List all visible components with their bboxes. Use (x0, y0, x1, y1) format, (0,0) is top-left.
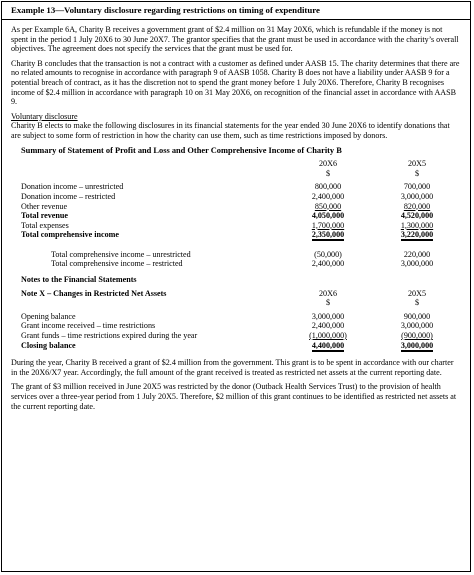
intro-paragraph-2: Charity B concludes that the transaction is not a contract with a customer as defined under AASB 15. The charity determines that there are no related amounts to recognise in accordance with paragraph 9 of AASB 1058. Charity B does not have a liability under AASB 9 for a potential breach of contract, as it has the discretion not to spend the grant money before 1 July 20X6. Therefore, Charity B recognises income of $2.4 million in accordance with paragraph 10 on 31 May 20X6, on recognition of the financial asset in accordance with AASB 9. (11, 58, 460, 107)
row-value-20x5: 900,000 (403, 311, 431, 321)
summary-unit-2: $ (414, 168, 420, 178)
row-value-20x5: 820,000 (403, 201, 431, 211)
summary-col-20x6: 20X6 (319, 159, 337, 169)
notes-unit-header (11, 298, 460, 308)
row-label: Donation income – unrestricted (21, 182, 124, 192)
row-value-20x6: 2,400,000 (311, 321, 345, 331)
row-value-20x5: 220,000 (403, 249, 431, 259)
summary-sub-row (11, 250, 460, 260)
summary-unit-1: $ (325, 168, 331, 178)
voluntary-disclosure-text: Charity B elects to make the following disclosures in its financial statements for the year ended 30 June 20X6 to identify donations that are subject to some form of restriction in how the charity can use them, such as time restrictions imposed by donors. (11, 121, 450, 140)
summary-row (11, 202, 460, 212)
notes-unit-2: $ (414, 298, 420, 308)
summary-row (11, 182, 460, 192)
closing-paragraph-1: During the year, Charity B received a grant of $2.4 million from the government. This grant is to be spent in accordance with our charter in the 20X6/X7 year. Accordingly, the full amount of the grant received is treated as restricted net assets at the current reporting date. (11, 358, 454, 377)
row-value-20x6: (1,000,000) (309, 331, 347, 341)
row-value-20x6: 3,000,000 (311, 311, 345, 321)
notes-row (11, 312, 460, 322)
row-label: Closing balance (21, 340, 76, 350)
notes-unit-1: $ (325, 298, 331, 308)
notes-col-20x6: 20X6 (319, 288, 337, 298)
row-value-20x6: 4,050,000 (311, 211, 345, 221)
summary-unit-header (11, 169, 460, 179)
summary-row (11, 221, 460, 231)
summary-row (11, 192, 460, 202)
row-label: Total comprehensive income – unrestricted (51, 249, 191, 259)
row-value-20x5: (900,000) (401, 331, 433, 341)
notes-row (11, 321, 460, 331)
row-value-20x5: 1,300,000 (400, 220, 434, 230)
example-box (1, 1, 471, 572)
summary-year-header (11, 159, 460, 169)
row-value-20x6: 2,350,000 (311, 230, 345, 240)
row-value-20x6: 1,700,000 (311, 220, 345, 230)
row-label: Donation income – restricted (21, 191, 116, 201)
voluntary-disclosure-heading: Voluntary disclosure (11, 111, 78, 121)
summary-row-total-comprehensive-income (11, 230, 460, 240)
row-value-20x5: 4,520,000 (400, 211, 434, 221)
intro-paragraph-1: As per Example 6A, Charity B receives a government grant of $2.4 million on 31 May 20X6, which is refundable if the money is not spent in the period 1 July 20X6 to 30 June 20X7. The grantor specifies that the grant must be used in accordance with the charity’s overall objectives. The agreement does not specify the services that the grant must be used for. (11, 25, 459, 54)
row-value-20x6: 850,000 (314, 201, 342, 211)
row-value-20x5: 3,000,000 (400, 321, 434, 331)
row-label: Total expenses (21, 220, 69, 230)
summary-sub-row (11, 259, 460, 269)
notes-col-20x5: 20X5 (408, 288, 426, 298)
example-body (2, 20, 470, 411)
row-value-20x5: 3,000,000 (400, 259, 434, 269)
row-label: Opening balance (21, 311, 76, 321)
closing-paragraph-2: The grant of $3 million received in June 20X5 was restricted by the donor (Outback Health Services Trust) to the provision of health services over a three-year period from 1 July 20X5. Therefore, $2 million of this grant continues to be identified as restricted net assets at the current reporting date. (11, 382, 457, 411)
row-label: Total comprehensive income (21, 230, 120, 240)
notes-title: Notes to the Financial Statements (21, 275, 137, 285)
row-label: Grant funds – time restrictions expired during the year (21, 331, 198, 341)
summary-col-20x5: 20X5 (408, 159, 426, 169)
row-value-20x5: 700,000 (403, 182, 431, 192)
notes-row (11, 331, 460, 341)
example-heading: Example 13—Voluntary disclosure regarding restrictions on timing of expenditure (2, 2, 470, 20)
summary-row-total-revenue (11, 211, 460, 221)
row-label: Total revenue (21, 211, 68, 221)
notes-row-closing-balance (11, 341, 460, 351)
row-value-20x6: 2,400,000 (311, 259, 345, 269)
row-value-20x5: 3,000,000 (400, 191, 434, 201)
summary-title: Summary of Statement of Profit and Loss and Other Comprehensive Income of Charity B (21, 145, 342, 155)
note-x-title: Note X – Changes in Restricted Net Assets (21, 288, 167, 298)
row-value-20x5: 3,000,000 (400, 340, 434, 350)
note-x-header (11, 289, 460, 299)
row-label: Grant income received – time restrictions (21, 321, 156, 331)
row-value-20x5: 3,220,000 (400, 230, 434, 240)
row-value-20x6: 800,000 (314, 182, 342, 192)
row-label: Other revenue (21, 201, 68, 211)
row-label: Total comprehensive income – restricted (51, 259, 183, 269)
row-value-20x6: 4,400,000 (311, 340, 345, 350)
row-value-20x6: (50,000) (314, 249, 342, 259)
row-value-20x6: 2,400,000 (311, 191, 345, 201)
